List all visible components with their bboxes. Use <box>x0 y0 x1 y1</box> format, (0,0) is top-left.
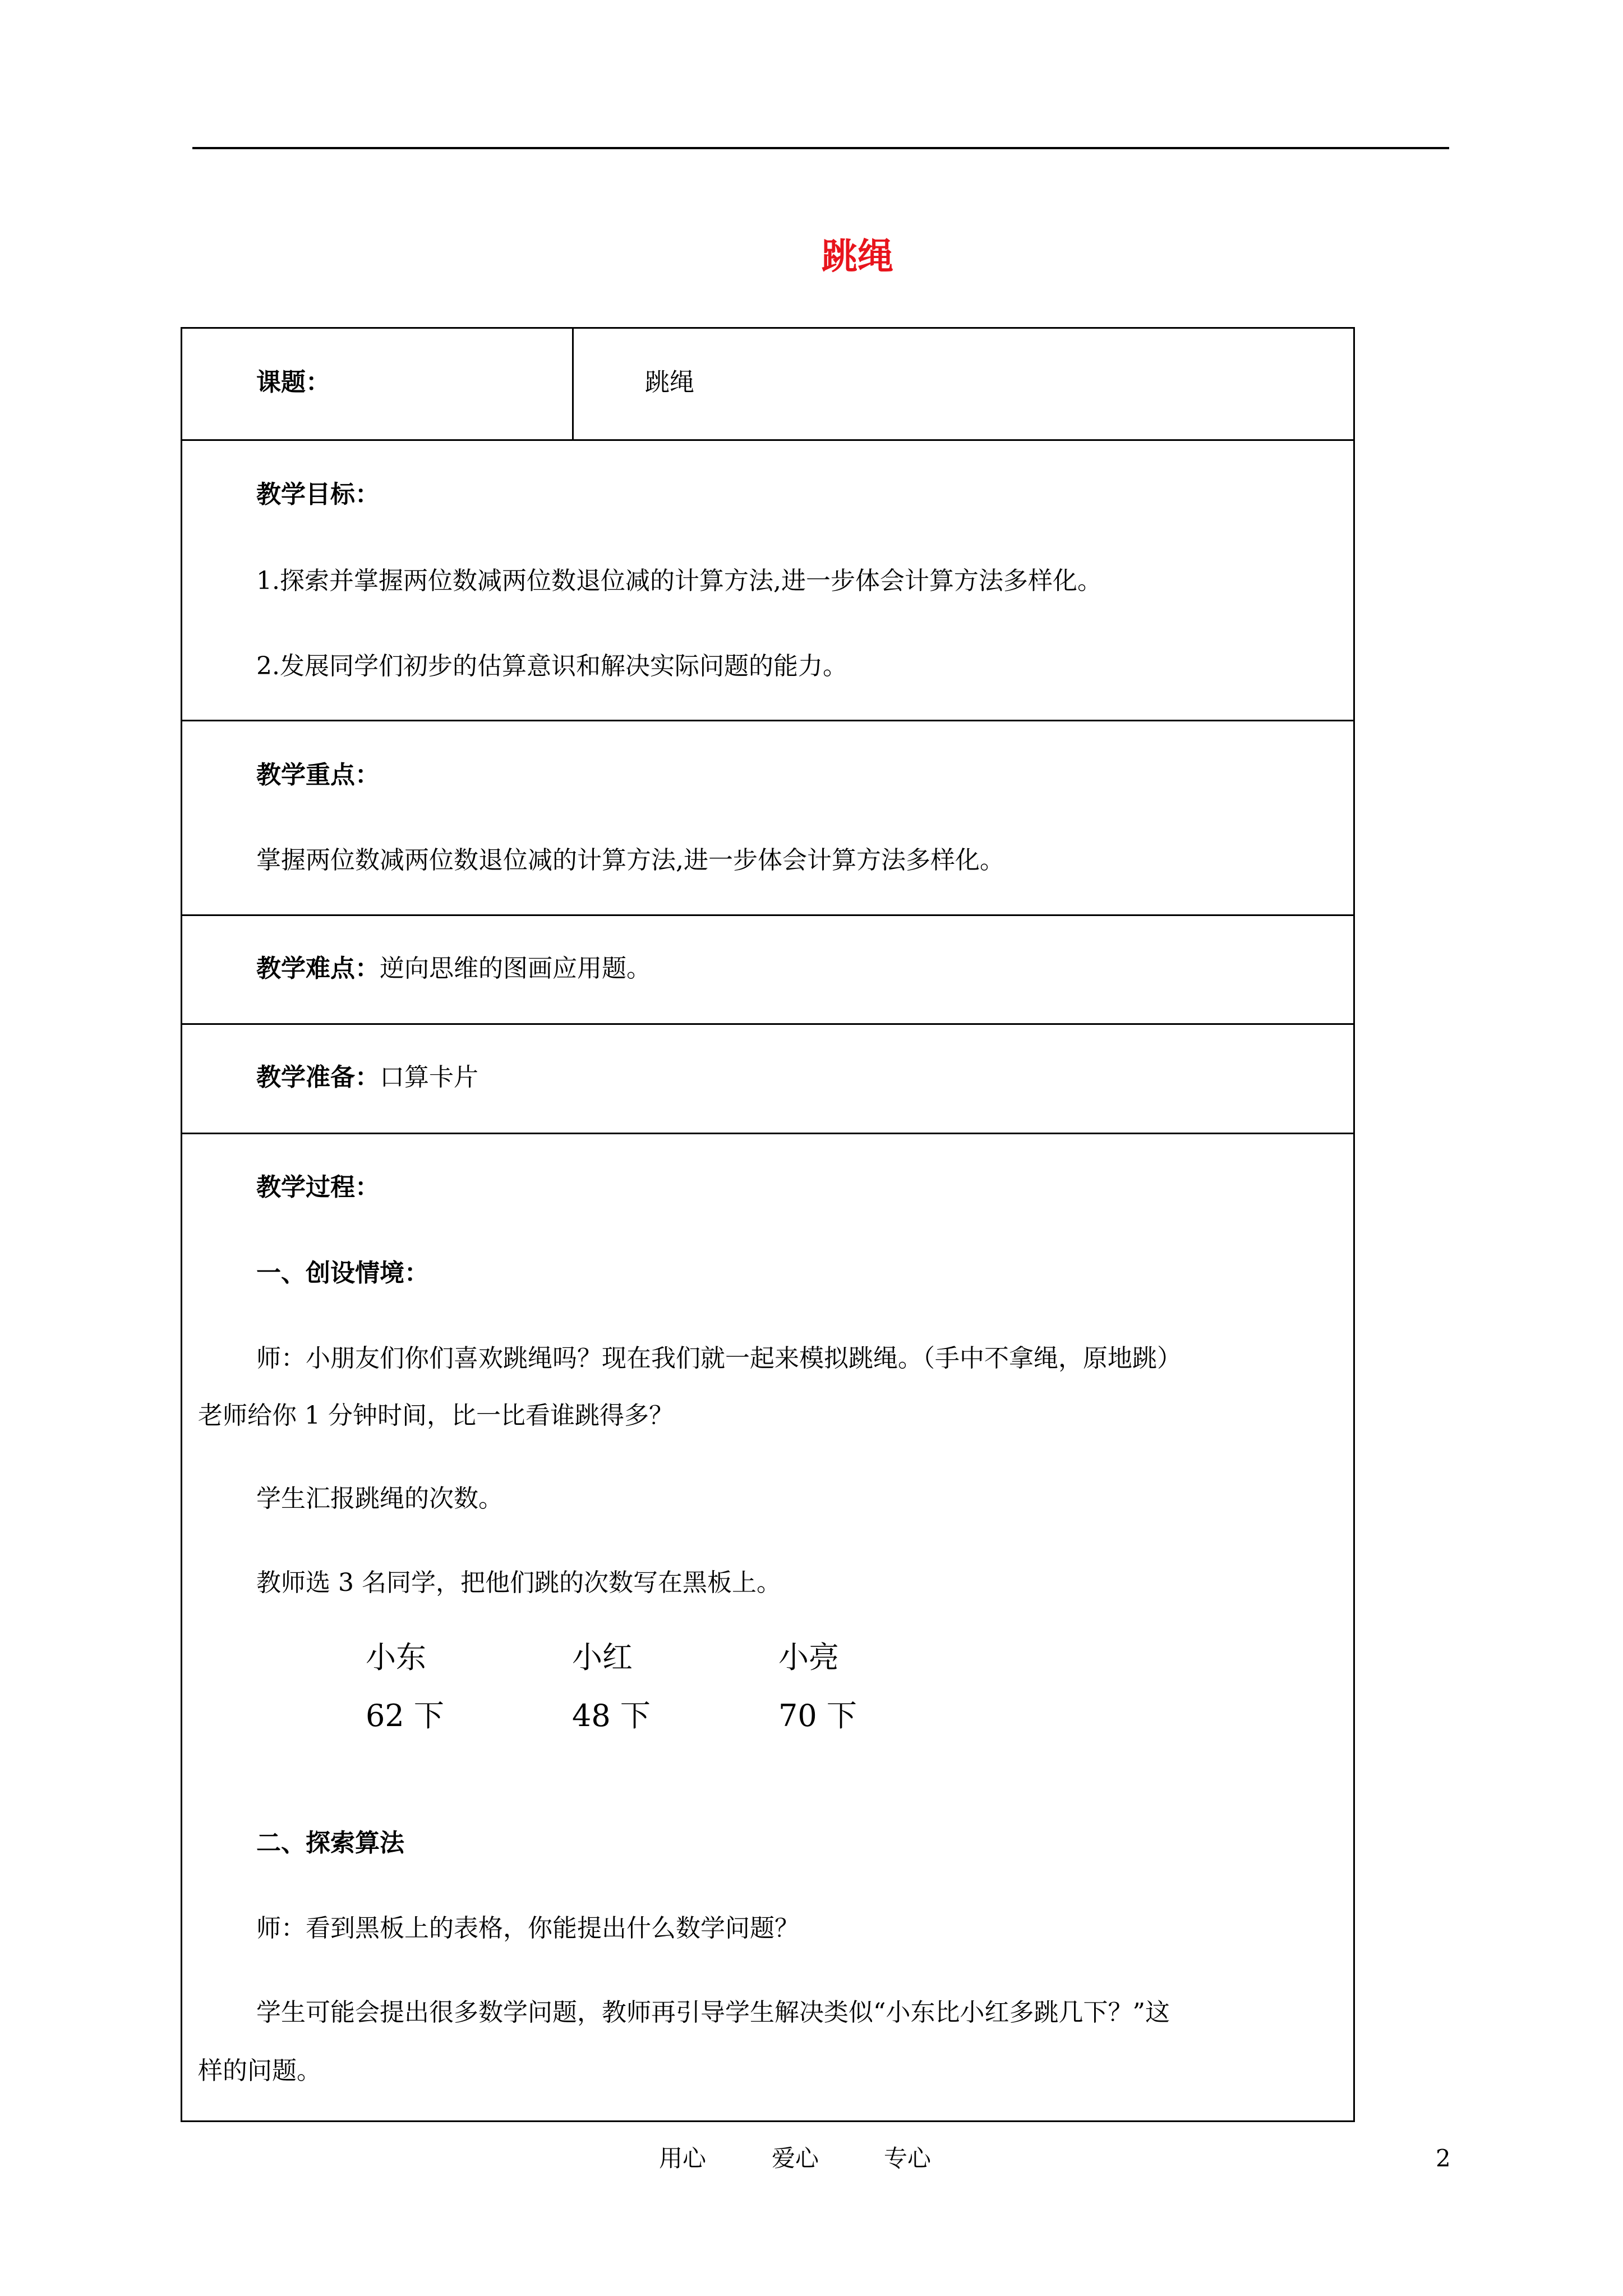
paragraph: 老师给你 1 分钟时间，比一比看谁跳得多？ <box>198 1401 674 1430</box>
objective-item: 1.探索并掌握两位数减两位数退位减的计算方法,进一步体会计算方法多样化。 <box>256 567 1102 595</box>
page-title: 跳绳 <box>822 236 893 278</box>
topic-label: 课题： <box>256 368 330 397</box>
student-count: 70 下 <box>778 1698 857 1733</box>
process-row <box>182 1133 1353 2120</box>
header-rule <box>192 147 1449 149</box>
preparation-text: 口算卡片 <box>380 1063 478 1092</box>
difficulty-row <box>182 914 1353 1023</box>
paragraph: 样的问题。 <box>198 2056 321 2085</box>
section-title: 二、探索算法 <box>256 1829 404 1857</box>
paragraph: 学生汇报跳绳的次数。 <box>256 1484 503 1513</box>
cell-divider <box>572 329 574 439</box>
section-title: 一、创设情境： <box>256 1259 429 1287</box>
paragraph: 师：看到黑板上的表格，你能提出什么数学问题？ <box>256 1914 799 1943</box>
key-points-row <box>182 720 1353 914</box>
topic-row <box>182 329 1353 439</box>
student-name: 小红 <box>572 1640 633 1675</box>
objectives-label: 教学目标： <box>256 480 380 509</box>
objective-item: 2.发展同学们初步的估算意识和解决实际问题的能力。 <box>256 652 847 680</box>
preparation-line <box>256 1061 478 1094</box>
paragraph: 师：小朋友们你们喜欢跳绳吗？现在我们就一起来模拟跳绳。（手中不拿绳，原地跳） <box>256 1344 1182 1373</box>
process-label: 教学过程： <box>256 1173 380 1202</box>
paragraph: 学生可能会提出很多数学问题，教师再引导学生解决类似“小东比小红多跳几下？”这 <box>256 1998 1170 2027</box>
difficulty-label: 教学难点： <box>256 954 380 983</box>
key-points-label: 教学重点： <box>256 761 380 789</box>
student-count: 62 下 <box>366 1698 444 1733</box>
footer-motto: 爱心 <box>772 2145 819 2172</box>
student-count: 48 下 <box>572 1698 651 1733</box>
key-points-text: 掌握两位数减两位数退位减的计算方法,进一步体会计算方法多样化。 <box>256 846 1004 875</box>
topic-value: 跳绳 <box>645 368 694 397</box>
preparation-label: 教学准备： <box>256 1063 380 1092</box>
footer-motto: 专心 <box>884 2145 932 2172</box>
footer-motto: 用心 <box>659 2145 707 2172</box>
student-name: 小东 <box>366 1640 426 1675</box>
preparation-row <box>182 1023 1353 1133</box>
objectives-row <box>182 439 1353 720</box>
student-name: 小亮 <box>778 1640 839 1675</box>
difficulty-text: 逆向思维的图画应用题。 <box>380 954 651 983</box>
lesson-plan-table <box>181 327 1355 2122</box>
page-number: 2 <box>1436 2145 1451 2172</box>
difficulty-line <box>256 952 651 986</box>
paragraph: 教师选 3 名同学，把他们跳的次数写在黑板上。 <box>256 1568 781 1597</box>
